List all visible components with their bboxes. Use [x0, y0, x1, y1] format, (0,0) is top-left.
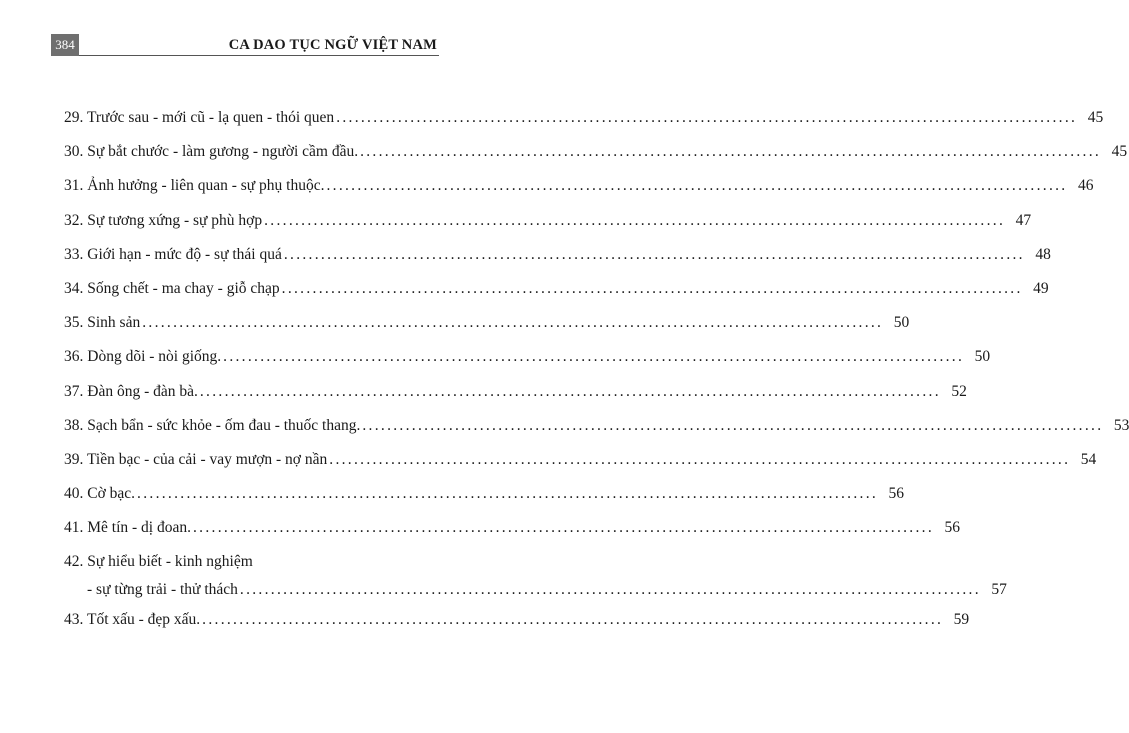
toc-entry	[64, 517, 960, 551]
toc-entry-page: 53	[1113, 416, 1129, 434]
toc-entry	[64, 107, 1104, 141]
toc-entry-title: 29. Trước sau - mới cũ - lạ quen - thói quen	[64, 109, 335, 126]
toc-entry-page: 52	[951, 382, 967, 400]
toc-entry	[64, 278, 1049, 312]
dot-leader: ........................................................................................................................	[239, 581, 981, 599]
toc-entry-page: 57	[991, 581, 1007, 599]
toc-entry	[64, 415, 1129, 449]
toc-entry-page: 56	[888, 485, 905, 503]
toc-entry-title: 36. Dòng dõi - nòi giống.	[64, 348, 222, 366]
toc-entry-page: 46	[1077, 177, 1094, 195]
toc-entry-page: 59	[953, 611, 970, 629]
dot-leader: ........................................................................................................................	[336, 109, 1078, 126]
toc-entry	[64, 312, 910, 346]
toc-entry-page: 45	[1111, 143, 1128, 161]
toc-entry	[64, 449, 1097, 483]
dot-leader: ........................................................................................................................	[360, 143, 1102, 161]
toc-entry-page: 50	[974, 348, 991, 366]
toc-entry-title: 40. Cờ bạc.	[64, 485, 136, 503]
toc-entry-title: 37. Đàn ông - đàn bà.	[64, 382, 198, 400]
dot-leader: ........................................................................................................................	[223, 348, 965, 366]
toc-entry-title: 33. Giới hạn - mức độ - sự thái quá	[64, 245, 282, 263]
toc-entry-title: 38. Sạch bẩn - sức khỏe - ốm đau - thuốc thang.	[64, 416, 361, 434]
page-number: 384	[51, 34, 79, 56]
dot-leader: ........................................................................................................................	[326, 177, 1068, 195]
header-rule	[79, 55, 439, 56]
toc-entry-page: 50	[893, 314, 910, 332]
dot-leader: ........................................................................................................................	[199, 382, 941, 400]
toc-entry-title: 35. Sinh sản	[64, 314, 141, 332]
dot-leader: ........................................................................................................................	[137, 485, 879, 503]
toc-entry-title-line1: 42. Sự hiểu biết - kinh nghiệm	[64, 553, 253, 571]
toc-entry	[64, 381, 967, 415]
toc-entry	[64, 551, 1007, 609]
dot-leader: ........................................................................................................................	[329, 450, 1071, 468]
toc-entry	[64, 175, 1094, 209]
toc-entry-title: 39. Tiền bạc - của cải - vay mượn - nợ nần	[64, 450, 328, 468]
dot-leader: ........................................................................................................................	[193, 519, 934, 537]
toc-entry	[64, 346, 991, 380]
running-header	[51, 34, 439, 56]
dot-leader: ........................................................................................................................	[281, 279, 1023, 297]
dot-leader: ........................................................................................................................	[142, 314, 884, 332]
toc-entry	[64, 141, 1128, 175]
toc-entry-page: 49	[1033, 279, 1049, 297]
toc-entry-page: 48	[1035, 245, 1051, 263]
toc-entry	[64, 483, 905, 517]
toc-entry-title: 43. Tốt xấu - đẹp xấu.	[64, 611, 201, 629]
toc-entry-title: 32. Sự tương xứng - sự phù hợp	[64, 211, 263, 229]
dot-leader: ........................................................................................................................	[362, 416, 1104, 434]
toc-entry-title-line2: - sự từng trải - thử thách	[87, 581, 238, 599]
book-title: CA DAO TỤC NGỮ VIỆT NAM	[228, 37, 437, 53]
toc-entry	[64, 609, 970, 643]
dot-leader: ........................................................................................................................	[202, 611, 944, 629]
toc-entry-title: 34. Sống chết - ma chay - giỗ chạp	[64, 279, 280, 297]
dot-leader: ........................................................................................................................	[283, 245, 1025, 263]
toc-entry	[64, 210, 1032, 244]
toc-entry-page: 54	[1080, 450, 1097, 468]
toc-entry-title: 41. Mê tín - dị đoan.	[64, 519, 191, 537]
toc-entry-title: 31. Ảnh hưởng - liên quan - sự phụ thuộc.	[64, 177, 325, 195]
dot-leader: ........................................................................................................................	[264, 211, 1006, 229]
toc-entry-title: 30. Sự bắt chước - làm gương - người cầm đầu.	[64, 143, 359, 161]
toc-entry-page: 56	[944, 519, 960, 537]
toc-entry-page: 47	[1015, 211, 1032, 229]
table-of-contents	[64, 107, 1129, 644]
toc-entry-page: 45	[1087, 109, 1104, 126]
toc-entry	[64, 244, 1051, 278]
